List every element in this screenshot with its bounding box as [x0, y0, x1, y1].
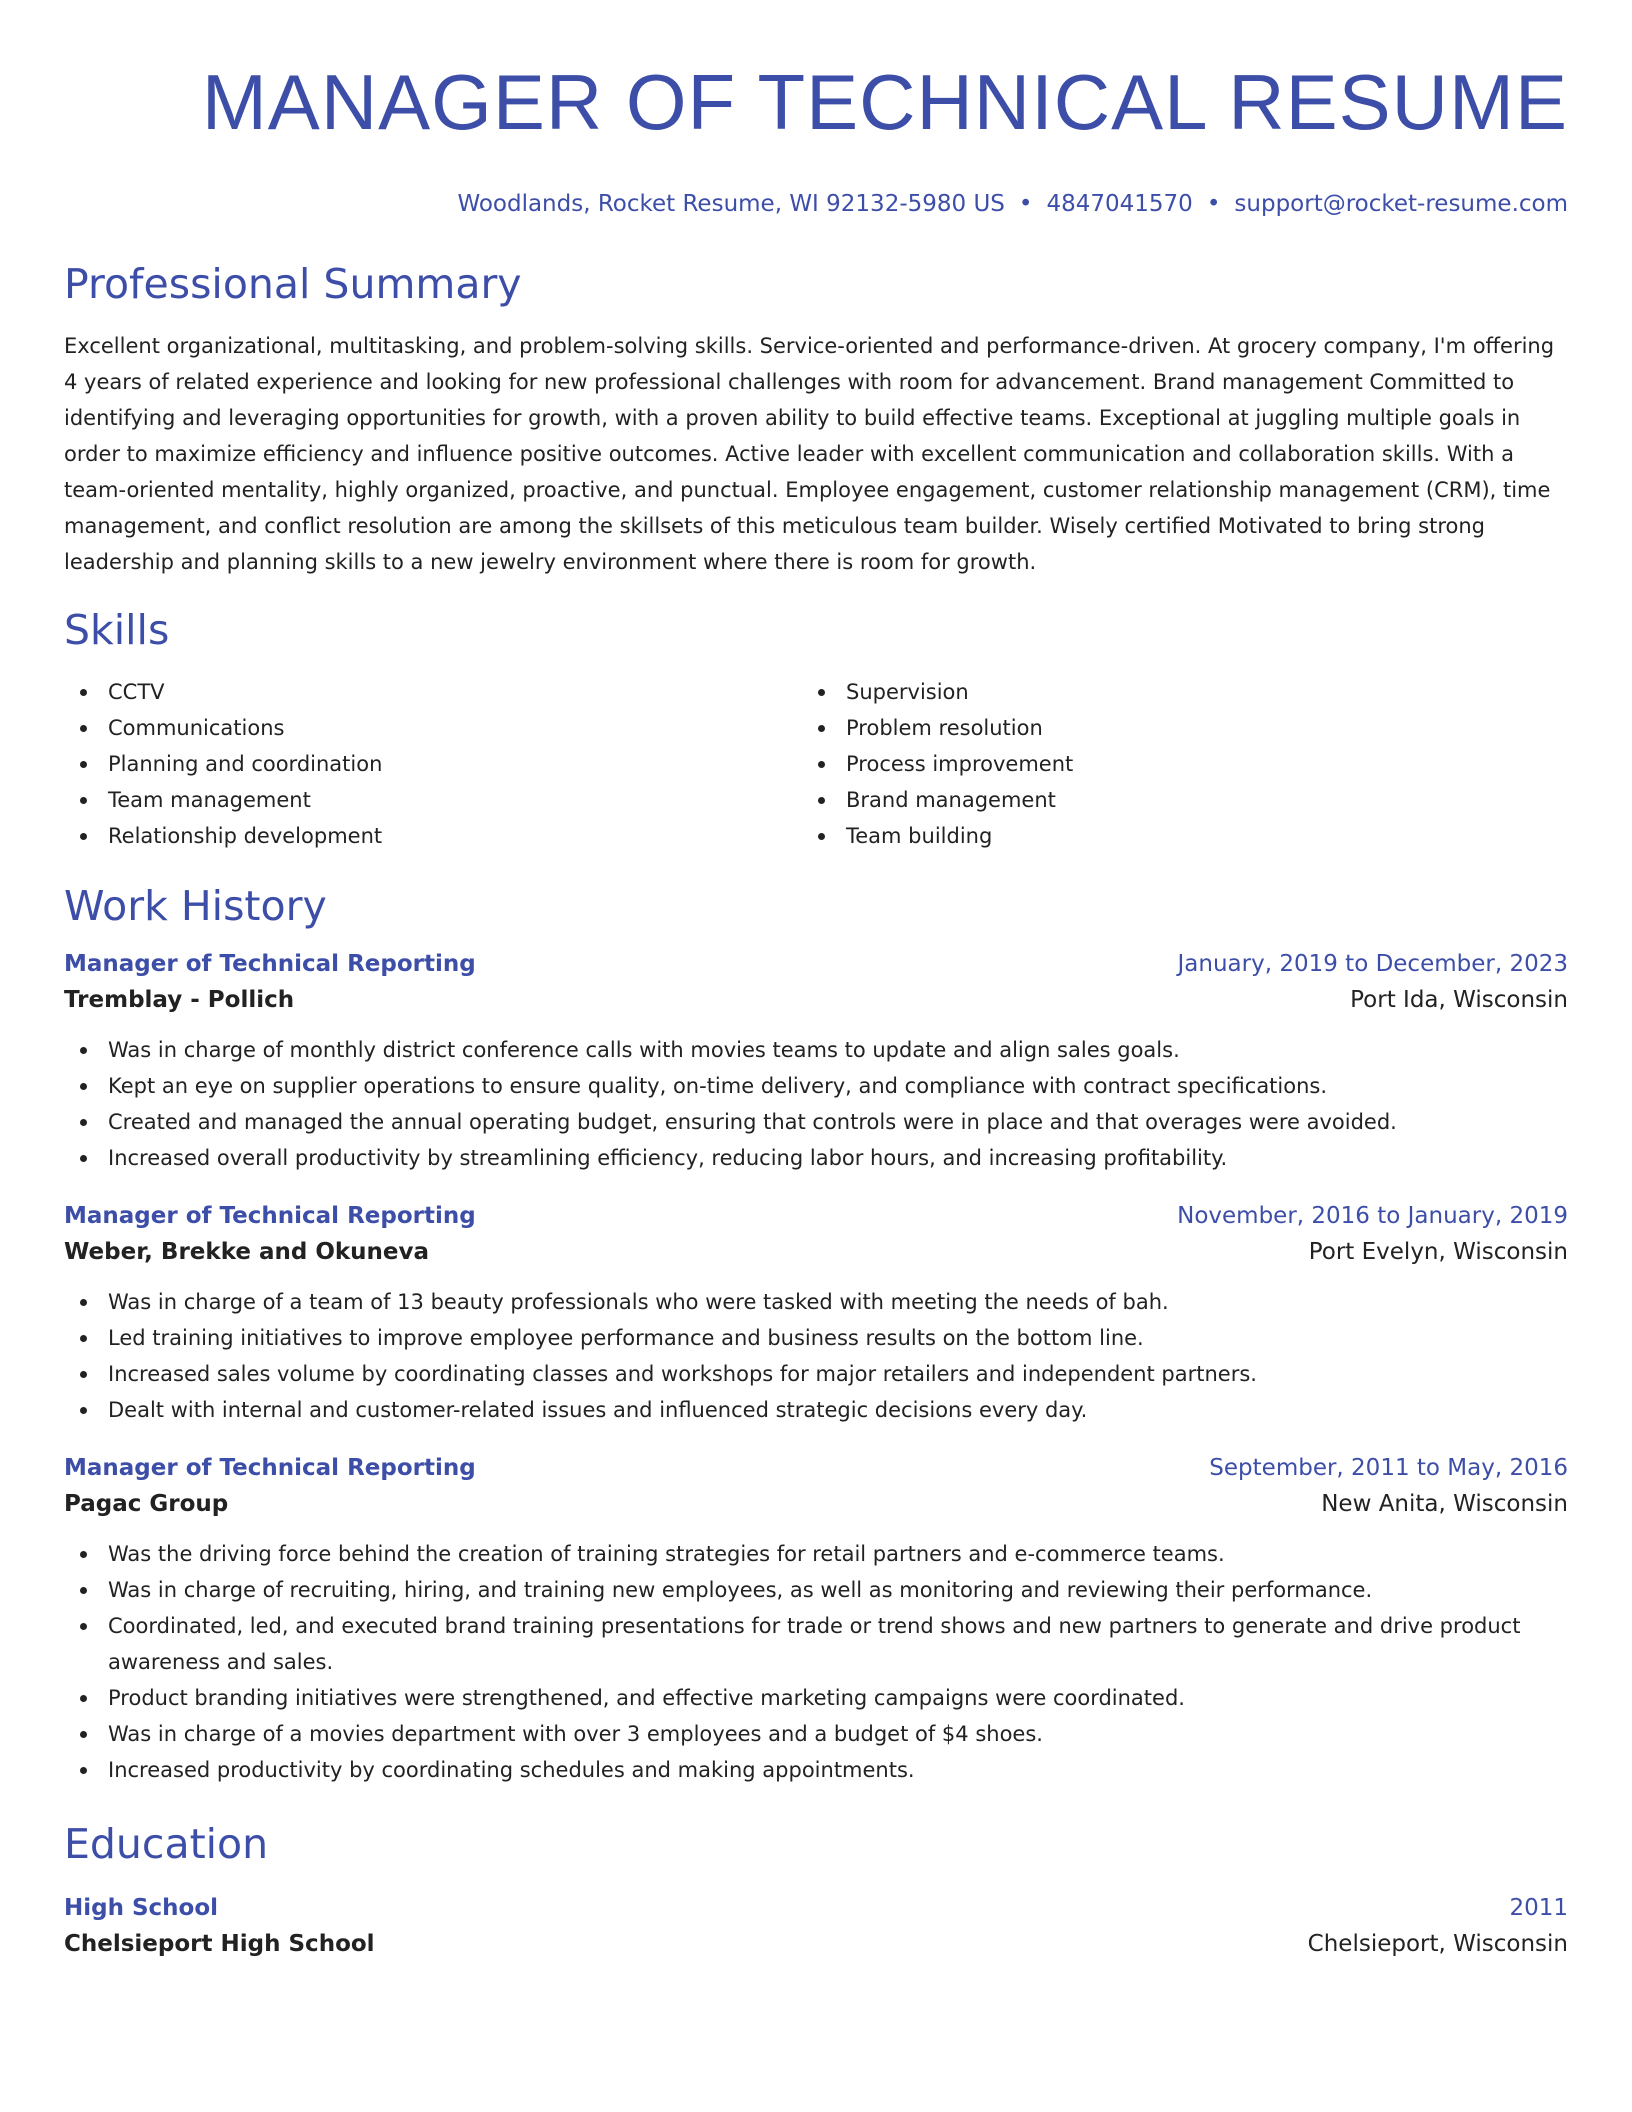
- resume-name: MANAGER OF TECHNICAL RESUME: [201, 58, 1568, 146]
- skills-list: [64, 674, 1568, 854]
- job-location: New Anita, Wisconsin: [1321, 1491, 1568, 1517]
- skill-item: Relationship development: [64, 818, 802, 854]
- contact-separator: •: [1018, 191, 1033, 217]
- job-location: Port Evelyn, Wisconsin: [1308, 1239, 1568, 1265]
- education-heading: Education: [64, 1820, 269, 1868]
- job-header-row: [64, 1450, 1568, 1486]
- job-entry: [64, 1450, 1568, 1788]
- education-entry: [64, 1890, 1568, 1962]
- skill-item: Problem resolution: [802, 710, 1540, 746]
- job-company-row: [64, 1486, 1568, 1522]
- skill-item: Supervision: [802, 674, 1540, 710]
- skill-item: CCTV: [64, 674, 802, 710]
- job-title: Manager of Technical Reporting: [64, 1455, 476, 1481]
- job-bullet: Kept an eye on supplier operations to ensure quality, on-time delivery, and compliance with contract specifications.: [64, 1068, 1568, 1104]
- job-bullet: Was in charge of a team of 13 beauty professionals who were tasked with meeting the needs of bah.: [64, 1284, 1568, 1320]
- job-bullet: Increased sales volume by coordinating classes and workshops for major retailers and independent partners.: [64, 1356, 1568, 1392]
- job-bullet: Was the driving force behind the creation of training strategies for retail partners and e-commerce teams.: [64, 1536, 1568, 1572]
- job-location: Port Ida, Wisconsin: [1350, 987, 1568, 1013]
- skill-item: Process improvement: [802, 746, 1540, 782]
- job-bullet: Product branding initiatives were strengthened, and effective marketing campaigns were coordinated.: [64, 1680, 1568, 1716]
- skill-item: Brand management: [802, 782, 1540, 818]
- job-dates: November, 2016 to January, 2019: [1177, 1203, 1568, 1229]
- job-bullet: Created and managed the annual operating budget, ensuring that controls were in place and that overages were avoided.: [64, 1104, 1568, 1140]
- job-header-row: [64, 946, 1568, 982]
- education-degree: High School: [64, 1895, 219, 1921]
- contact-address: Woodlands, Rocket Resume, WI 92132-5980 US: [457, 191, 1005, 217]
- job-bullets: [64, 1536, 1568, 1788]
- skills-column-left: [64, 674, 802, 854]
- job-dates: September, 2011 to May, 2016: [1209, 1455, 1568, 1481]
- skill-item: Team building: [802, 818, 1540, 854]
- job-company: Weber, Brekke and Okuneva: [64, 1239, 430, 1265]
- job-bullet: Dealt with internal and customer-related issues and influenced strategic decisions every day.: [64, 1392, 1568, 1428]
- job-header-row: [64, 1198, 1568, 1234]
- education-school: Chelsieport High School: [64, 1931, 375, 1957]
- skill-item: Communications: [64, 710, 802, 746]
- contact-email[interactable]: support@rocket-resume.com: [1234, 191, 1568, 217]
- contact-line: [64, 188, 1568, 220]
- job-bullets: [64, 1284, 1568, 1428]
- job-bullet: Was in charge of monthly district conference calls with movies teams to update and align sales goals.: [64, 1032, 1568, 1068]
- job-title: Manager of Technical Reporting: [64, 1203, 476, 1229]
- job-bullet: Coordinated, led, and executed brand training presentations for trade or trend shows and new partners to generate and drive product awareness and sales.: [64, 1608, 1568, 1680]
- education-header-row: [64, 1890, 1568, 1926]
- job-entry: [64, 946, 1568, 1176]
- job-company-row: [64, 1234, 1568, 1270]
- job-company: Tremblay - Pollich: [64, 987, 295, 1013]
- summary-heading: Professional Summary: [64, 260, 522, 308]
- job-company: Pagac Group: [64, 1491, 229, 1517]
- contact-phone: 4847041570: [1046, 191, 1193, 217]
- skills-heading: Skills: [64, 606, 170, 654]
- summary-text: Excellent organizational, multitasking, and problem-solving skills. Service-oriented and performance-driven. At grocery company, I'm offering 4 years of related experience and looking for new professional challenges with room for advancement. Brand management Committed to identifying and leveraging opportunities for growth, with a proven ability to build effective teams. Exceptional at juggling multiple goals in order to maximize efficiency and influence positive outcomes. Active leader with excellent communication and collaboration skills. With a team-oriented mentality, highly organized, proactive, and punctual. Employee engagement, customer relationship management (CRM), time management, and conflict resolution are among the skillsets of this meticulous team builder. Wisely certified Motivated to bring strong leadership and planning skills to a new jewelry environment where there is room for growth.: [64, 334, 1555, 574]
- education-year: 2011: [1509, 1895, 1568, 1921]
- skill-item: Team management: [64, 782, 802, 818]
- skills-column-right: [802, 674, 1540, 854]
- education-school-row: [64, 1926, 1568, 1962]
- job-company-row: [64, 982, 1568, 1018]
- job-title: Manager of Technical Reporting: [64, 951, 476, 977]
- work-history-heading: Work History: [64, 882, 327, 930]
- job-entry: [64, 1198, 1568, 1428]
- job-bullet: Increased overall productivity by streamlining efficiency, reducing labor hours, and increasing profitability.: [64, 1140, 1568, 1176]
- job-bullet: Led training initiatives to improve employee performance and business results on the bottom line.: [64, 1320, 1568, 1356]
- contact-separator: •: [1206, 191, 1221, 217]
- job-bullet: Increased productivity by coordinating schedules and making appointments.: [64, 1752, 1568, 1788]
- skill-item: Planning and coordination: [64, 746, 802, 782]
- job-bullets: [64, 1032, 1568, 1176]
- job-bullet: Was in charge of recruiting, hiring, and training new employees, as well as monitoring and reviewing their performance.: [64, 1572, 1568, 1608]
- job-dates: January, 2019 to December, 2023: [1177, 951, 1568, 977]
- education-location: Chelsieport, Wisconsin: [1307, 1931, 1568, 1957]
- job-bullet: Was in charge of a movies department with over 3 employees and a budget of $4 shoes.: [64, 1716, 1568, 1752]
